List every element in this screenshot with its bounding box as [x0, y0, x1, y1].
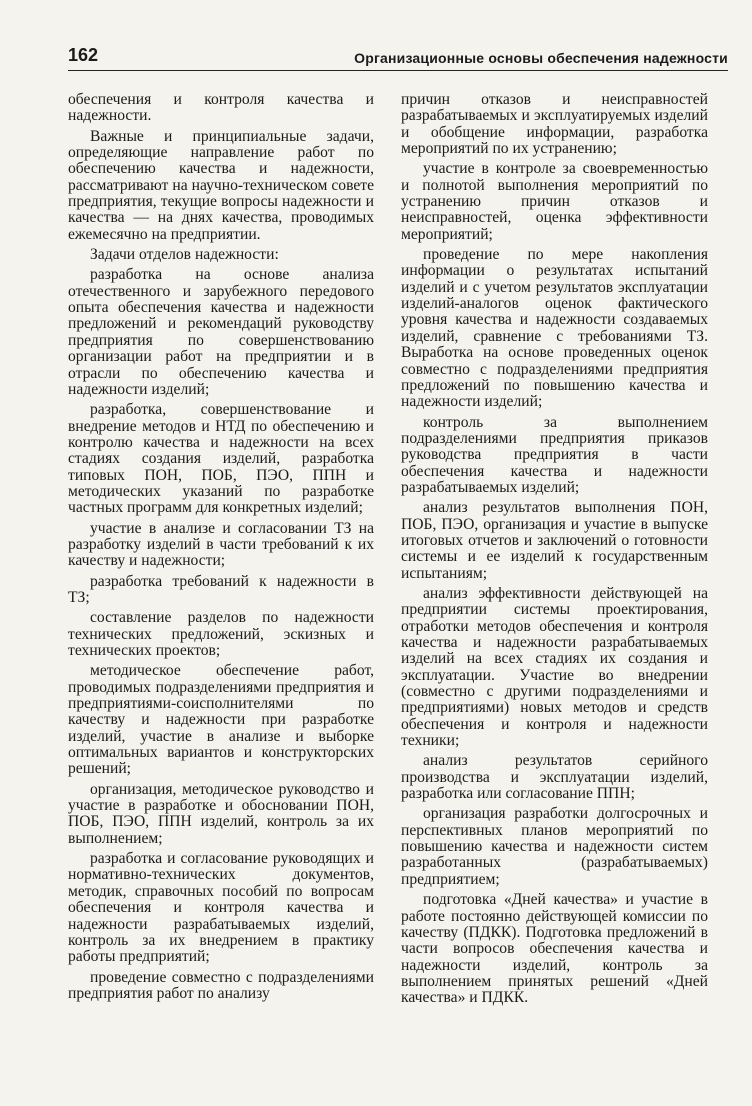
running-title: Организационные основы обеспечения надежности: [354, 50, 728, 66]
right-column: [401, 92, 708, 1007]
paragraph: анализ результатов серийного производства и эксплуатации изделий, разработка или согласование ППН;: [401, 752, 708, 803]
paragraph: разработка требований к надежности в ТЗ;: [68, 572, 374, 606]
paragraph: Задачи отделов надежности:: [90, 246, 279, 264]
paragraph: причин отказов и неисправностей разрабатываемых и эксплуатируемых изделий и обобщение информации, разработка мероприятий по их устранению;: [401, 91, 708, 158]
paragraph: разработка на основе анализа отечественного и зарубежного передового опыта обеспечения качества и надежности предложений и рекомендаций руководству предприятия по совершенствованию организации работ на предприятии и в отрасли по обеспечению качества и надежности изделий;: [68, 266, 374, 398]
paragraph: проведение по мере накопления информации о результатах испытаний изделий и с учетом результатов эксплуатации изделий-аналогов оценок фактического уровня качества и надежности создаваемых изделий, сравнение с требованиями ТЗ. Выработка на основе проведенных оценок совместно с подразделениями предприятия предложений по повышению качества и надежности изделий;: [401, 246, 708, 411]
paragraph: методическое обеспечение работ, проводимых подразделениями предприятия и предприятиями-соисполнителями по качеству и надежности при разработке изделий, участие в анализе и выборке оптимальных вариантов и конструкторских решений;: [68, 662, 374, 778]
paragraph: анализ эффективности действующей на предприятии системы проектирования, отработки методов обеспечения и контроля качества и надежности разрабатываемых изделий на всех стадиях их создания и эксплуатации. Участие во внедрении (совместно с другими подразделениями и предприятиями) новых методов и средств обеспечения и контроля и надежности техники;: [401, 584, 708, 750]
paragraph: контроль за выполнением подразделениями предприятия приказов руководства предприятия в части обеспечения качества и надежности разрабатываемых изделий;: [401, 413, 708, 496]
paragraph: участие в контроле за своевременностью и полнотой выполнения мероприятий по устранению причин отказов и неисправностей, оценка эффективности мероприятий;: [401, 160, 708, 243]
paragraph: организация, методическое руководство и участие в разработке и обосновании ПОН, ПОБ, ПЭО, ППН изделий, контроль за их выполнением;: [68, 780, 374, 847]
paragraph: организация разработки долгосрочных и перспективных планов мероприятий по повышению качества и надежности систем разработанных (разрабатываемых) предприятием;: [401, 805, 708, 888]
paragraph: проведение совместно с подразделениями предприятия работ по анализу: [68, 968, 374, 1002]
left-column: [68, 92, 374, 1002]
paragraph: участие в анализе и согласовании ТЗ на разработку изделий в части требований к их качеству и надежности;: [68, 519, 374, 570]
page-header: [68, 40, 728, 66]
paragraph: подготовка «Дней качества» и участие в работе постоянно действующей комиссии по качеству (ПДКК). Подготовка предложений в части вопросов обеспечения качества и надежности изделий, контроль за выполнением принятых решений «Дней качества» и ПДКК.: [401, 891, 708, 1007]
paragraph: Важные и принципиальные задачи, определяющие направление работ по обеспечению качества и надежности, рассматривают на научно-техническом совете предприятия, текущие вопросы надежности и качества — на днях качества, проводимых ежемесячно на предприятии.: [68, 127, 374, 243]
page-number: 162: [68, 45, 99, 65]
paragraph: анализ результатов выполнения ПОН, ПОБ, ПЭО, организация и участие в выпуске итоговых отчетов и заключений о готовности системы и ее изделий к государственным испытаниям;: [401, 499, 708, 582]
paragraph: обеспечения и контроля качества и надежности.: [68, 91, 374, 125]
paragraph: разработка, совершенствование и внедрение методов и НТД по обеспечению и контролю качества и надежности на всех стадиях создания изделий, разработка типовых ПОН, ПОБ, ПЭО, ППН и методических указаний по разработке частных программ для конкретных изделий;: [68, 401, 374, 517]
paragraph: составление разделов по надежности технических предложений, эскизных и технических проектов;: [68, 609, 374, 659]
header-rule: [68, 70, 728, 71]
paragraph: разработка и согласование руководящих и нормативно-технических документов, методик, справочных пособий по вопросам обеспечения и контроля качества и надежности разрабатываемых изделий, контроль за их внедрением в практику работы предприятий;: [68, 850, 374, 966]
